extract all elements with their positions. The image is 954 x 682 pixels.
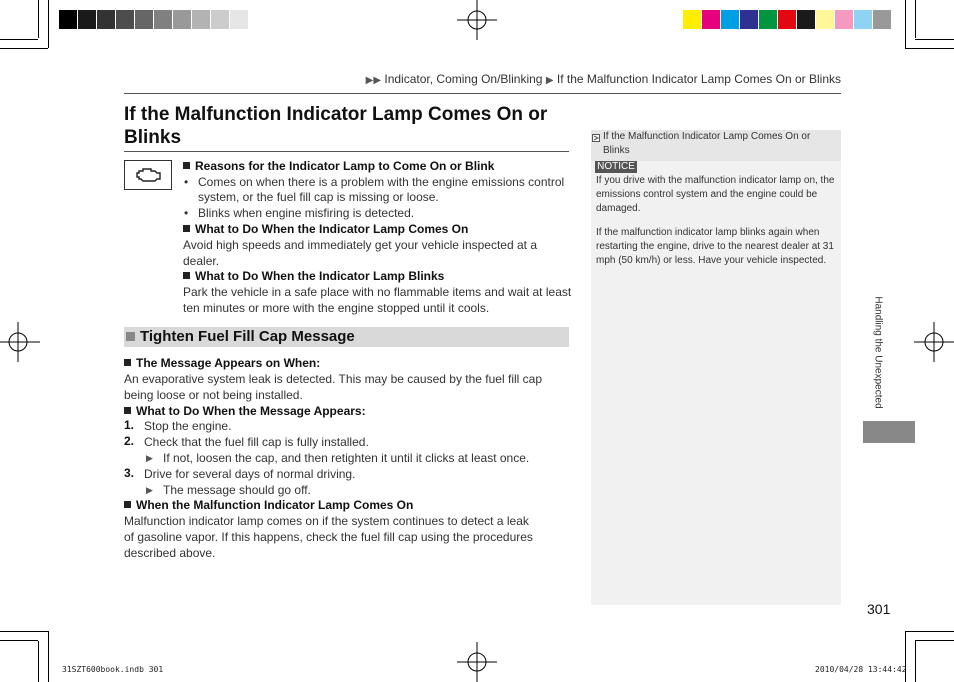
gray-swatch xyxy=(78,10,97,29)
gray-swatch xyxy=(116,10,135,29)
gray-swatch xyxy=(211,10,230,29)
breadcrumb xyxy=(366,72,841,86)
gray-swatch xyxy=(59,10,78,29)
step-number: 2. xyxy=(124,434,135,448)
engine-check-icon xyxy=(133,165,163,185)
mil-heading: When the Malfunction Indicator Lamp Comes On xyxy=(124,497,413,513)
breadcrumb-part-1[interactable]: Indicator, Coming On/Blinking xyxy=(384,72,543,86)
square-bullet-icon xyxy=(124,501,131,508)
registration-mark-top xyxy=(457,0,497,40)
footer-file: 31SZT600book.indb 301 xyxy=(62,665,164,674)
color-swatch xyxy=(721,10,740,29)
step-number: 1. xyxy=(124,418,135,432)
page-title: If the Malfunction Indicator Lamp Comes On or Blinks xyxy=(124,104,548,148)
square-bullet-icon xyxy=(124,359,131,366)
blinks-body: Park the vehicle in a safe place with no flammable items and wait at least ten minutes or more with the engine stopped until it cools. xyxy=(183,285,572,315)
appears-body: An evaporative system leak is detected. This may be caused by the fuel fill cap being loose or not being installed. xyxy=(124,372,542,402)
gray-swatch xyxy=(230,10,249,29)
reason-bullet: • Comes on when there is a problem with the engine emissions control system, or the fuel fill cap is missing or loose. xyxy=(184,175,565,204)
sidebar-note: If the malfunction indicator lamp blinks again when restarting the engine, drive to the nearest dealer at 31 mph (50 km/h) or less. Have your vehicle inspected. xyxy=(596,227,834,266)
sub-step-text: The message should go off. xyxy=(163,483,311,497)
reasons-heading: Reasons for the Indicator Lamp to Come On or Blink xyxy=(183,158,494,174)
notice-text: If you drive with the malfunction indicator lamp on, the emissions control system and the engine could be damaged. xyxy=(596,175,835,214)
what-heading: What to Do When the Message Appears: xyxy=(124,403,366,419)
gray-swatch xyxy=(97,10,116,29)
footer-timestamp: 2010/04/28 13:44:42 xyxy=(815,665,907,674)
comes-on-heading: What to Do When the Indicator Lamp Comes On xyxy=(183,221,468,237)
color-calibration-bar xyxy=(683,10,892,30)
color-swatch xyxy=(873,10,892,29)
color-swatch xyxy=(797,10,816,29)
square-bullet-icon xyxy=(183,225,190,232)
gray-swatch xyxy=(249,10,268,29)
engine-indicator-box xyxy=(124,160,172,190)
registration-mark-left xyxy=(0,322,40,362)
section-title: Tighten Fuel Fill Cap Message xyxy=(140,328,355,345)
square-bullet-icon xyxy=(124,407,131,414)
color-swatch xyxy=(835,10,854,29)
square-bullet-icon xyxy=(183,272,190,279)
step-text: Stop the engine. xyxy=(144,419,232,433)
color-swatch xyxy=(816,10,835,29)
chapter-tab-label[interactable]: Handling the Unexpected xyxy=(872,296,884,409)
color-swatch xyxy=(778,10,797,29)
color-swatch xyxy=(683,10,702,29)
sub-step-arrow-icon: ▶ xyxy=(146,485,153,495)
registration-mark-bottom xyxy=(457,642,497,682)
square-bullet-icon xyxy=(183,162,190,169)
breadcrumb-arrow-icon: ▶ xyxy=(545,75,554,86)
comes-on-body: Avoid high speeds and immediately get your vehicle inspected at a dealer. xyxy=(183,238,537,268)
blinks-heading: What to Do When the Indicator Lamp Blinks xyxy=(183,268,444,284)
reason-bullet: • Blinks when engine misfiring is detected. xyxy=(184,206,415,220)
note-icon xyxy=(592,134,600,142)
sub-step-arrow-icon: ▶ xyxy=(146,453,153,463)
chapter-tab[interactable] xyxy=(863,421,915,443)
color-swatch xyxy=(740,10,759,29)
color-swatch xyxy=(702,10,721,29)
registration-mark-right xyxy=(914,322,954,362)
color-swatch xyxy=(854,10,873,29)
sidebar-heading: If the Malfunction Indicator Lamp Comes On or Blinks xyxy=(603,131,811,156)
step-number: 3. xyxy=(124,466,135,480)
square-bullet-icon xyxy=(126,332,135,341)
gray-swatch xyxy=(135,10,154,29)
title-rule xyxy=(124,151,569,152)
mil-body: Malfunction indicator lamp comes on if the system continues to detect a leak of gasoline vapor. If this happens, check the fuel fill cap using the procedures described above. xyxy=(124,514,533,560)
gray-swatch xyxy=(154,10,173,29)
step-text: Drive for several days of normal driving. xyxy=(144,467,356,481)
appears-heading: The Message Appears on When: xyxy=(124,355,320,371)
step-text: Check that the fuel fill cap is fully installed. xyxy=(144,435,369,449)
color-swatch xyxy=(759,10,778,29)
breadcrumb-arrow-icon: ▶▶ xyxy=(365,75,382,86)
gray-swatch xyxy=(173,10,192,29)
sub-step-text: If not, loosen the cap, and then retighten it until it clicks at least once. xyxy=(163,451,530,465)
section-band xyxy=(124,327,569,347)
header-rule xyxy=(124,93,841,94)
page-number: 301 xyxy=(867,601,891,617)
breadcrumb-part-2[interactable]: If the Malfunction Indicator Lamp Comes On or Blinks xyxy=(556,72,841,86)
gray-calibration-bar xyxy=(59,10,268,30)
gray-swatch xyxy=(192,10,211,29)
notice-label: NOTICE xyxy=(595,161,637,173)
